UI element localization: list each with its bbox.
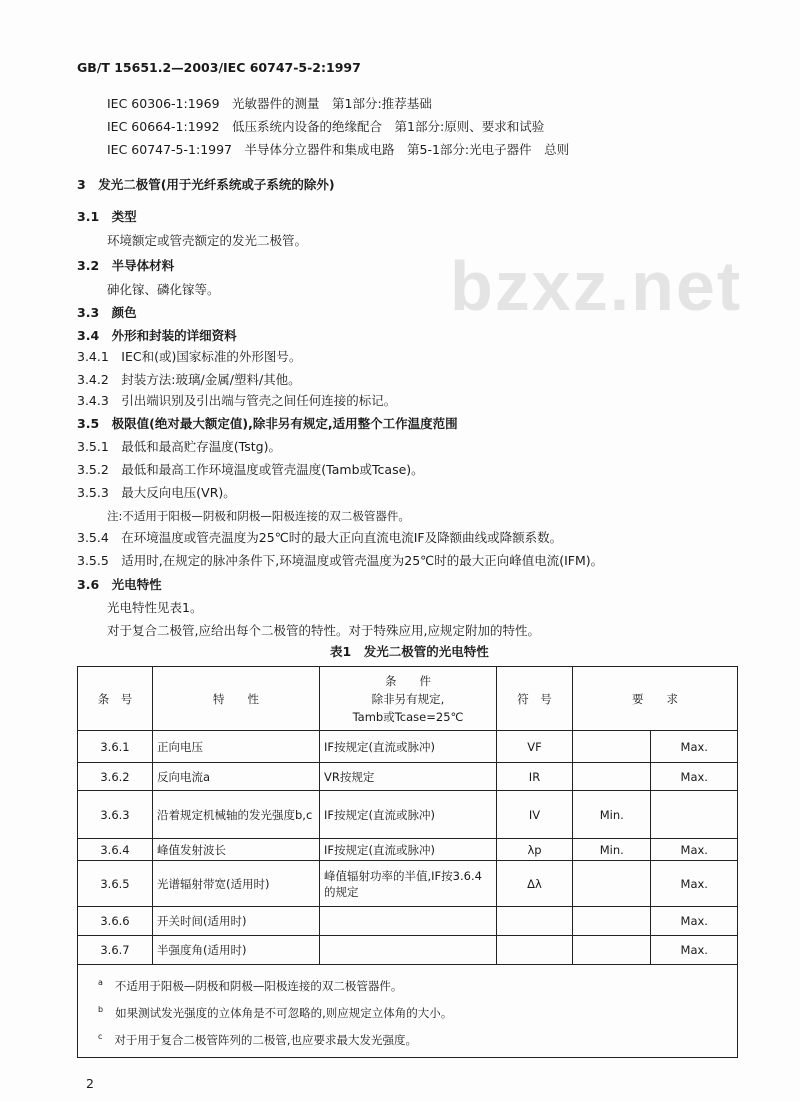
reference-item: IEC 60306-1:1969 光敏器件的测量 第1部分:推荐基础 xyxy=(107,96,432,111)
header-sym: 符 号 xyxy=(497,667,573,731)
table-row xyxy=(78,907,738,936)
text-line: 3.5.4 在环境温度或管壳温度为25℃时的最大正向直流电流IF及降额曲线或降额系数。 xyxy=(77,530,563,545)
cond-title: 条 件 xyxy=(385,673,431,688)
cell-cond: VR按规定 xyxy=(320,763,497,791)
header-req: 要 求 xyxy=(573,667,738,731)
cell-no: 3.6.3 xyxy=(78,791,153,839)
cell-min xyxy=(573,861,651,907)
cell-char: 正向电压 xyxy=(153,731,320,763)
footnote-mark: b xyxy=(98,1004,104,1014)
text-line: 环境额定或管壳额定的发光二极管。 xyxy=(107,233,308,248)
cell-min: Min. xyxy=(573,791,651,839)
cell-sym xyxy=(497,907,573,936)
text-line: 3.4 外形和封装的详细资料 xyxy=(77,328,237,343)
table-row xyxy=(78,731,738,763)
cell-cond: IF按规定(直流或脉冲) xyxy=(320,731,497,763)
cell-no: 3.6.2 xyxy=(78,763,153,791)
text-line: 注:不适用于阳极—阴极和阴极—阳极连接的双二极管器件。 xyxy=(107,509,410,523)
reference-item: IEC 60747-5-1:1997 半导体分立器件和集成电路 第5-1部分:光电子器件 总则 xyxy=(107,142,570,157)
reference-item: IEC 60664-1:1992 低压系统内设备的绝缘配合 第1部分:原则、要求和试验 xyxy=(107,119,545,134)
text-line: 3.5.3 最大反向电压(VR)。 xyxy=(77,485,236,500)
footnote-text: 不适用于阳极—阴极和阴极—阳极连接的双二极管器件。 xyxy=(114,978,403,993)
text-line: 3 发光二极管(用于光纤系统或子系统的除外) xyxy=(77,177,335,192)
cell-min xyxy=(573,731,651,763)
cell-char: 峰值发射波长 xyxy=(153,839,320,861)
watermark: bzxz.net xyxy=(450,247,743,325)
header-char: 特 性 xyxy=(153,667,320,731)
text-line: 光电特性见表1。 xyxy=(107,600,203,615)
cell-min xyxy=(573,763,651,791)
text-line: 3.5.1 最低和最高贮存温度(Tstg)。 xyxy=(77,439,281,454)
cell-sym: λp xyxy=(497,839,573,861)
cell-max: Max. xyxy=(651,907,738,936)
cell-cond: IF按规定(直流或脉冲) xyxy=(320,839,497,861)
cell-sym: Δλ xyxy=(497,861,573,907)
footnote xyxy=(98,998,717,1025)
text-line: 3.5.2 最低和最高工作环境温度或管壳温度(Tamb或Tcase)。 xyxy=(77,462,424,477)
cell-max: Max. xyxy=(651,936,738,965)
text-line: 砷化镓、磷化镓等。 xyxy=(107,282,220,297)
cell-no: 3.6.4 xyxy=(78,839,153,861)
footnote-mark: a xyxy=(98,978,103,987)
cell-no: 3.6.6 xyxy=(78,907,153,936)
header-cond xyxy=(320,667,497,731)
cell-no: 3.6.1 xyxy=(78,731,153,763)
footnote xyxy=(98,1025,717,1052)
cell-max: Max. xyxy=(651,861,738,907)
text-line: 3.2 半导体材料 xyxy=(77,258,175,273)
table-caption: 表1 发光二极管的光电特性 xyxy=(330,644,489,659)
footnote xyxy=(98,971,717,998)
cell-max: Max. xyxy=(651,839,738,861)
text-line: 3.5 极限值(绝对最大额定值),除非另有规定,适用整个工作温度范围 xyxy=(77,416,458,431)
text-line: 3.3 颜色 xyxy=(77,305,137,320)
cell-char: 光谱辐射带宽(适用时) xyxy=(153,861,320,907)
footnote-mark: c xyxy=(98,1031,103,1041)
text-line: 3.6 光电特性 xyxy=(77,577,162,592)
cond-temp: Tamb或Tcase=25℃ xyxy=(352,709,464,724)
table-row xyxy=(78,791,738,839)
cell-min: Min. xyxy=(573,839,651,861)
cell-char: 反向电流a xyxy=(153,763,320,791)
table-footnotes xyxy=(78,965,738,1058)
footnote-text: 如果测试发光强度的立体角是不可忽略的,则应规定立体角的大小。 xyxy=(115,1005,453,1020)
table-row xyxy=(78,861,738,907)
cell-max xyxy=(651,791,738,839)
cell-max: Max. xyxy=(651,763,738,791)
text-line: 3.4.3 引出端识别及引出端与管壳之间任何连接的标记。 xyxy=(77,393,397,408)
header-no: 条 号 xyxy=(78,667,153,731)
table-row xyxy=(78,763,738,791)
cell-cond: IF按规定(直流或脉冲) xyxy=(320,791,497,839)
page-number: 2 xyxy=(86,1076,94,1091)
cell-char: 开关时间(适用时) xyxy=(153,907,320,936)
characteristics-table xyxy=(77,666,738,1058)
table-row xyxy=(78,936,738,965)
cell-cond xyxy=(320,936,497,965)
cell-min xyxy=(573,907,651,936)
document-header: GB/T 15651.2—2003/IEC 60747-5-2:1997 xyxy=(77,60,361,75)
cell-min xyxy=(573,936,651,965)
table-row xyxy=(78,839,738,861)
text-line: 3.4.1 IEC和(或)国家标准的外形图号。 xyxy=(77,349,302,364)
text-line: 3.1 类型 xyxy=(77,209,137,224)
footnote-text: 对于用于复合二极管阵列的二极管,也应要求最大发光强度。 xyxy=(114,1032,418,1047)
cell-char: 半强度角(适用时) xyxy=(153,936,320,965)
cell-cond: 峰值辐射功率的半值,IF按3.6.4的规定 xyxy=(320,861,497,907)
cell-no: 3.6.7 xyxy=(78,936,153,965)
cell-no: 3.6.5 xyxy=(78,861,153,907)
text-line: 3.5.5 适用时,在规定的脉冲条件下,环境温度或管壳温度为25℃时的最大正向峰值电流(IFM)。 xyxy=(77,553,604,568)
text-line: 3.4.2 封装方法:玻璃/金属/塑料/其他。 xyxy=(77,372,301,387)
cell-max: Max. xyxy=(651,731,738,763)
cell-sym: VF xyxy=(497,731,573,763)
cell-cond xyxy=(320,907,497,936)
cell-sym xyxy=(497,936,573,965)
text-line: 对于复合二极管,应给出每个二极管的特性。对于特殊应用,应规定附加的特性。 xyxy=(107,623,540,638)
cell-sym: IV xyxy=(497,791,573,839)
cell-char: 沿着规定机械轴的发光强度b,c xyxy=(153,791,320,839)
cond-sub: 除非另有规定, xyxy=(371,691,445,706)
cell-sym: IR xyxy=(497,763,573,791)
